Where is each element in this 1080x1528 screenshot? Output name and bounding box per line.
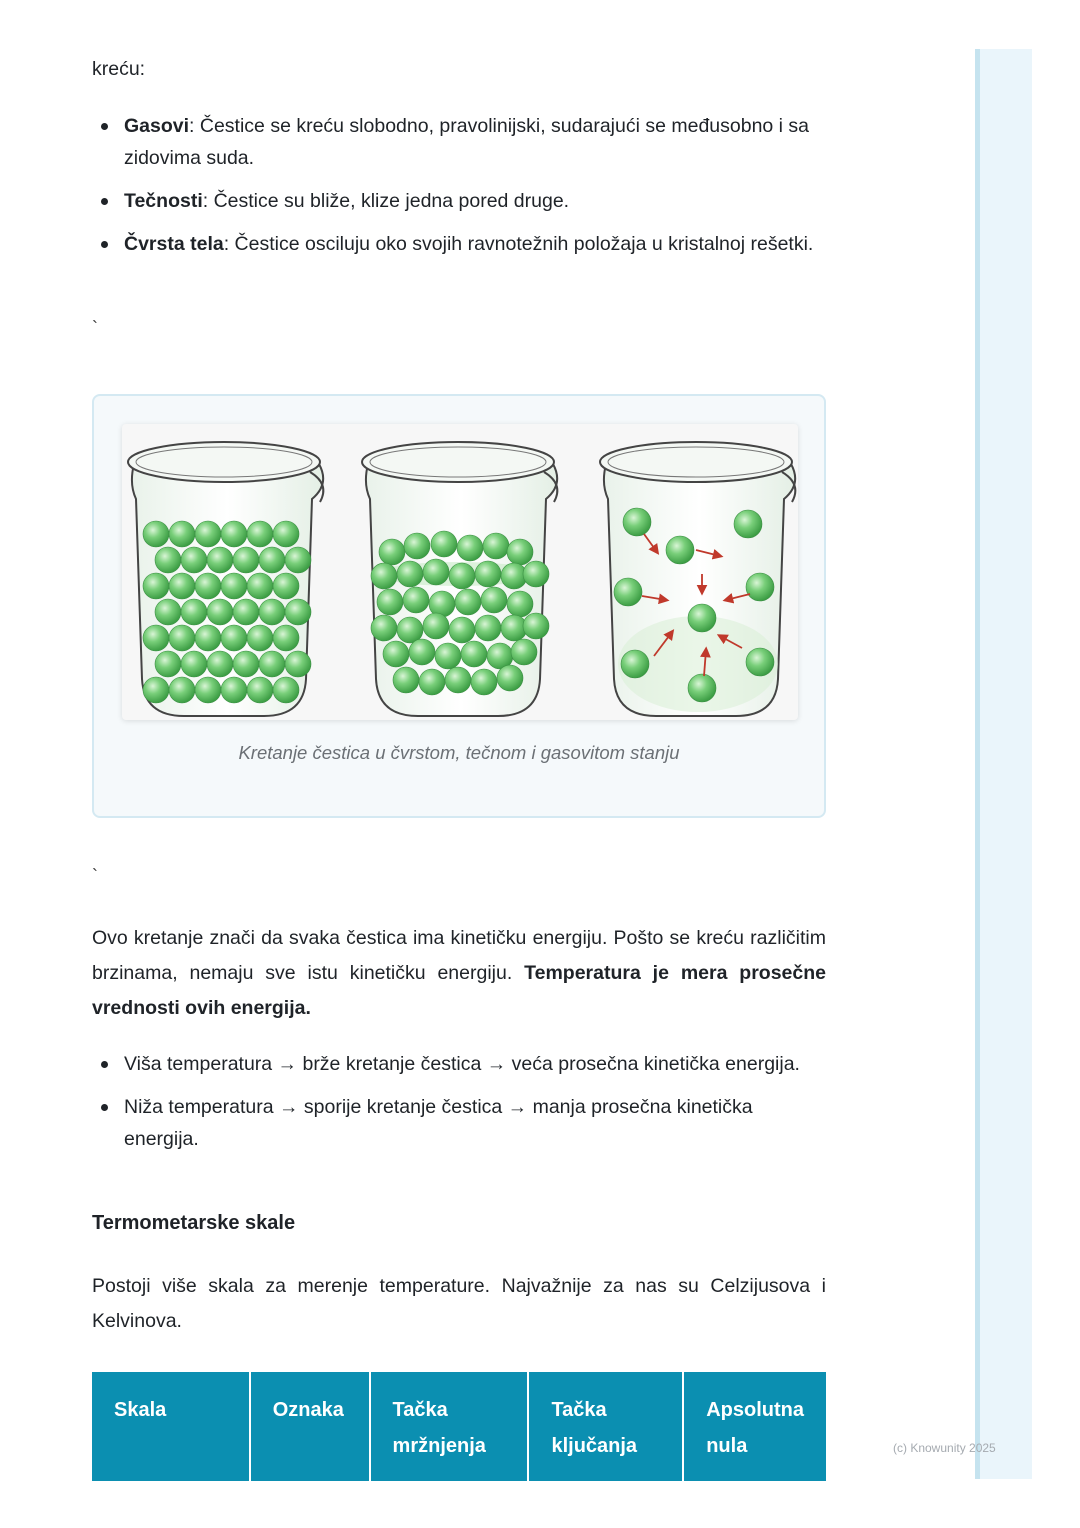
particle bbox=[273, 521, 299, 547]
particle bbox=[435, 643, 461, 669]
particle bbox=[423, 613, 449, 639]
particle bbox=[455, 589, 481, 615]
particle bbox=[181, 599, 207, 625]
particle bbox=[207, 599, 233, 625]
particle bbox=[746, 648, 774, 676]
particle bbox=[461, 641, 487, 667]
table-header-cell: Skala bbox=[92, 1372, 250, 1481]
particle bbox=[449, 563, 475, 589]
particle bbox=[285, 599, 311, 625]
list-item: Čvrsta tela: Čestice osciluju oko svojih ravnotežnih položaja u kristalnoj rešetki. bbox=[92, 228, 826, 260]
right-sidebar bbox=[975, 49, 1032, 1479]
particle bbox=[481, 587, 507, 613]
scales-paragraph: Postoji više skala za merenje temperature. Najvažnije za nas su Celzijusova i Kelvinova. bbox=[92, 1275, 826, 1332]
particle bbox=[143, 677, 169, 703]
particle bbox=[475, 561, 501, 587]
particle bbox=[623, 508, 651, 536]
particle bbox=[221, 625, 247, 651]
particle bbox=[377, 589, 403, 615]
particle bbox=[273, 573, 299, 599]
particle bbox=[247, 521, 273, 547]
particle bbox=[621, 650, 649, 678]
particle bbox=[746, 573, 774, 601]
particle bbox=[181, 547, 207, 573]
particle bbox=[195, 625, 221, 651]
particle bbox=[383, 641, 409, 667]
particle bbox=[207, 651, 233, 677]
particle bbox=[195, 521, 221, 547]
beaker-rim bbox=[362, 442, 554, 482]
particle bbox=[233, 651, 259, 677]
particle bbox=[471, 669, 497, 695]
section-heading: Termometarske skale bbox=[92, 1212, 296, 1234]
particle bbox=[221, 521, 247, 547]
particle bbox=[259, 599, 285, 625]
particle bbox=[431, 531, 457, 557]
particle bbox=[511, 639, 537, 665]
motion-list bbox=[92, 110, 826, 271]
particle bbox=[507, 591, 533, 617]
backtick-mark: ` bbox=[92, 318, 98, 338]
particle bbox=[143, 573, 169, 599]
particle bbox=[221, 677, 247, 703]
particle bbox=[169, 573, 195, 599]
list-item: Niža temperatura → sporije kretanje čestica → manja prosečna kinetička energija. bbox=[92, 1091, 826, 1155]
particle bbox=[379, 539, 405, 565]
intro-text: kreću: bbox=[92, 58, 146, 80]
particle bbox=[734, 510, 762, 538]
particle bbox=[371, 563, 397, 589]
particle bbox=[169, 521, 195, 547]
particle bbox=[507, 539, 533, 565]
particle bbox=[523, 613, 549, 639]
beaker-rim bbox=[600, 442, 792, 482]
particle bbox=[614, 578, 642, 606]
particle bbox=[666, 536, 694, 564]
particle bbox=[403, 587, 429, 613]
liquid-beaker bbox=[362, 442, 557, 716]
particle bbox=[457, 535, 483, 561]
particle bbox=[419, 669, 445, 695]
list-item: Gasovi: Čestice se kreću slobodno, pravolinijski, sudarajući se međusobno i sa zidovima suda. bbox=[92, 110, 826, 174]
particle bbox=[423, 559, 449, 585]
beakers-svg bbox=[122, 424, 798, 720]
particle bbox=[247, 677, 273, 703]
particle bbox=[371, 615, 397, 641]
energy-paragraph: Ovo kretanje znači da svaka čestica ima kinetičku energiju. Pošto se kreću različitim brzinama, nemaju sve istu kinetičku energiju. Temperatura je mera prosečne vrednosti ovih energija. bbox=[92, 927, 827, 1019]
gas-beaker bbox=[600, 442, 795, 716]
particle bbox=[285, 547, 311, 573]
backtick-mark: ` bbox=[92, 866, 98, 886]
particle bbox=[449, 617, 475, 643]
particle bbox=[259, 547, 285, 573]
particle bbox=[523, 561, 549, 587]
particle bbox=[143, 625, 169, 651]
temperature-list bbox=[92, 1048, 826, 1166]
figure-box bbox=[92, 394, 826, 818]
particle bbox=[475, 615, 501, 641]
list-item: Viša temperatura → brže kretanje čestica → veća prosečna kinetička energija. bbox=[92, 1048, 826, 1080]
particle bbox=[247, 625, 273, 651]
particle bbox=[155, 547, 181, 573]
table-header-row bbox=[92, 1372, 826, 1481]
particle bbox=[155, 599, 181, 625]
particle bbox=[195, 573, 221, 599]
particle bbox=[404, 533, 430, 559]
particle bbox=[409, 639, 435, 665]
particle bbox=[259, 651, 285, 677]
table-header-cell: Oznaka bbox=[250, 1372, 370, 1481]
particle bbox=[397, 561, 423, 587]
table-header-cell: Apsolutna nula bbox=[683, 1372, 826, 1481]
particle bbox=[445, 667, 471, 693]
table-header-cell: Tačka mržnjenja bbox=[370, 1372, 529, 1481]
table-header-cell: Tačka ključanja bbox=[528, 1372, 683, 1481]
particle bbox=[247, 573, 273, 599]
particle bbox=[207, 547, 233, 573]
temperature-scales-table bbox=[92, 1372, 826, 1481]
particle bbox=[169, 677, 195, 703]
particle bbox=[181, 651, 207, 677]
solid-beaker bbox=[128, 442, 323, 716]
particle bbox=[233, 547, 259, 573]
copyright-notice: (c) Knowunity 2025 bbox=[893, 1441, 996, 1455]
particle bbox=[688, 674, 716, 702]
particle bbox=[393, 667, 419, 693]
particle bbox=[497, 665, 523, 691]
particle bbox=[221, 573, 247, 599]
particle bbox=[155, 651, 181, 677]
particle bbox=[273, 625, 299, 651]
list-item: Tečnosti: Čestice su bliže, klize jedna pored druge. bbox=[92, 185, 826, 217]
particle bbox=[285, 651, 311, 677]
beakers-illustration bbox=[122, 424, 798, 720]
particle bbox=[483, 533, 509, 559]
particle bbox=[273, 677, 299, 703]
particle bbox=[169, 625, 195, 651]
particle bbox=[143, 521, 169, 547]
figure-caption: Kretanje čestica u čvrstom, tečnom i gasovitom stanju bbox=[238, 742, 680, 763]
beaker-rim bbox=[128, 442, 320, 482]
particle bbox=[195, 677, 221, 703]
particle bbox=[688, 604, 716, 632]
particle bbox=[233, 599, 259, 625]
